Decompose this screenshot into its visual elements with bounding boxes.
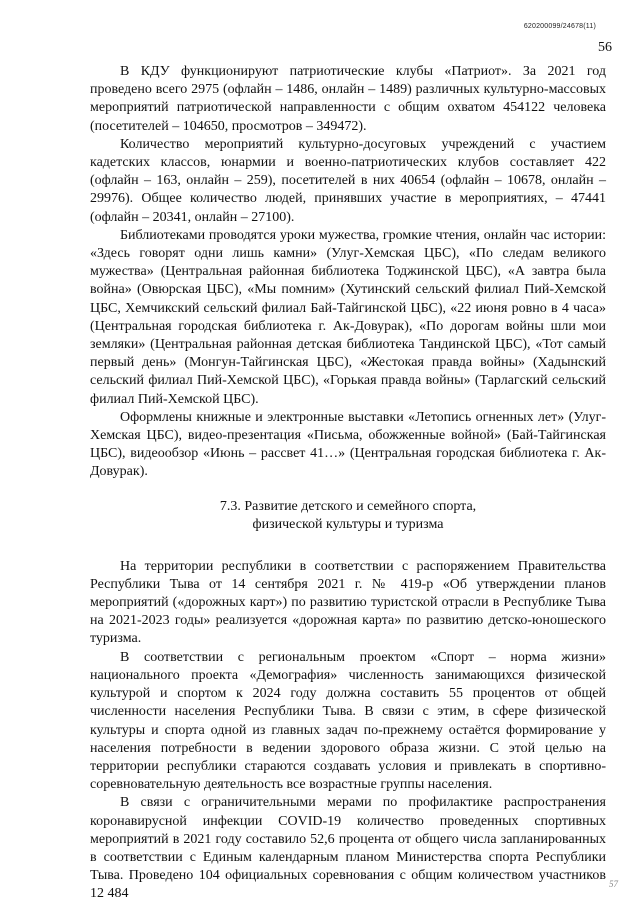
section-title-line-2: физической культуры и туризма <box>252 516 444 532</box>
paragraph-sport-project: В соответствии с региональным проектом «Спорт – норма жизни» национального проекта «Демография» численность занимающихся физической культурой и спортом к 2024 году должна составить 55 процентов от общей численности населения Республики Тыва. В связи с этим, в сфере физической культуры и спорта одной из главных задач по-прежнему остаётся формирование у населения потребности в ведении здорового образа жизни. С этой целью на территории республики стараются создавать условия и привлекать в спортивно-соревновательную деятельность все возрастные группы населения. <box>90 649 606 793</box>
document-body <box>90 63 606 904</box>
corner-handwritten-mark: 57 <box>609 879 618 889</box>
section-title <box>90 498 606 534</box>
paragraph-cultural-events: Количество мероприятий культурно-досуговых учреждений с участием кадетских классов, юнармии и военно-патриотических клубов составляет 422 (офлайн – 163, онлайн – 259), посетителей в них 40654 (офлайн – 10678, онлайн – 29976). Общее количество людей, принявших участие в мероприятиях, – 47441 (офлайн – 20341, онлайн – 27100). <box>90 136 606 225</box>
paragraph-patriot-clubs: В КДУ функционируют патриотические клубы «Патриот». За 2021 год проведено всего 2975 (офлайн – 1486, онлайн – 1489) различных культурно-массовых мероприятий патриотической направленности с общим охватом 454122 человека (посетителей – 104650, просмотров – 349472). <box>90 64 606 134</box>
paragraph-tourism-roadmap: На территории республики в соответствии с распоряжением Правительства Республики Тыва от 14 сентября 2021 г. № 419-р «Об утверждении планов мероприятий («дорожных карт») по развитию туристской отрасли в Республике Тыва на 2021-2023 годы» реализуется «дорожная карта» по развитию детско-юношеского туризма. <box>90 558 606 647</box>
section-title-line-1: 7.3. Развитие детского и семейного спорта, <box>219 498 477 514</box>
paragraph-library-lessons: Библиотеками проводятся уроки мужества, громкие чтения, онлайн час истории: «Здесь говорят одни лишь камни» (Улуг-Хемская ЦБС), «По следам великого мужества» (Центральная районная библиотека Тоджинской ЦБС), «А завтра была война» (Овюрская ЦБС), «Мы помним» (Хутинский сельский филиал Пий-Хемской ЦБС, Хемчикский сельский филиал Бай-Тайгинской ЦБС), «22 июня ровно в 4 часа» (Центральная городская библиотека г. Ак-Довурак), «По дорогам войны шли мои земляки» (Центральная районная детская библиотека Тандинской ЦБС), «Тот самый первый день» (Монгун-Тайгинская ЦБС), «Жестокая правда войны» (Хадынский сельский филиал Пий-Хемской ЦБС), «Горькая правда войны» (Тарлагский сельский филиал Пий-Хемской ЦБС). <box>90 227 606 407</box>
document-id: 620200099/24678(11) <box>523 23 596 30</box>
paragraph-covid-events: В связи с ограничительными мерами по профилактике распространения коронавирусной инфекции COVID-19 количество проведенных спортивных мероприятий в 2021 году составило 52,6 процента от общего числа запланированных в соответствии с Единым календарным планом Министерства спорта Республики Тыва. Проведено 104 официальных соревнования с общим количеством участников 12 484 <box>90 795 606 902</box>
page-number: 56 <box>598 40 612 55</box>
paragraph-exhibitions: Оформлены книжные и электронные выставки «Летопись огненных лет» (Улуг-Хемская ЦБС), видео-презентация «Письма, обожженные войной» (Бай-Тайгинская ЦБС), видеообзор «Июнь – рассвет 41…» (Центральная городская библиотека г. Ак-Довурак). <box>90 409 606 480</box>
